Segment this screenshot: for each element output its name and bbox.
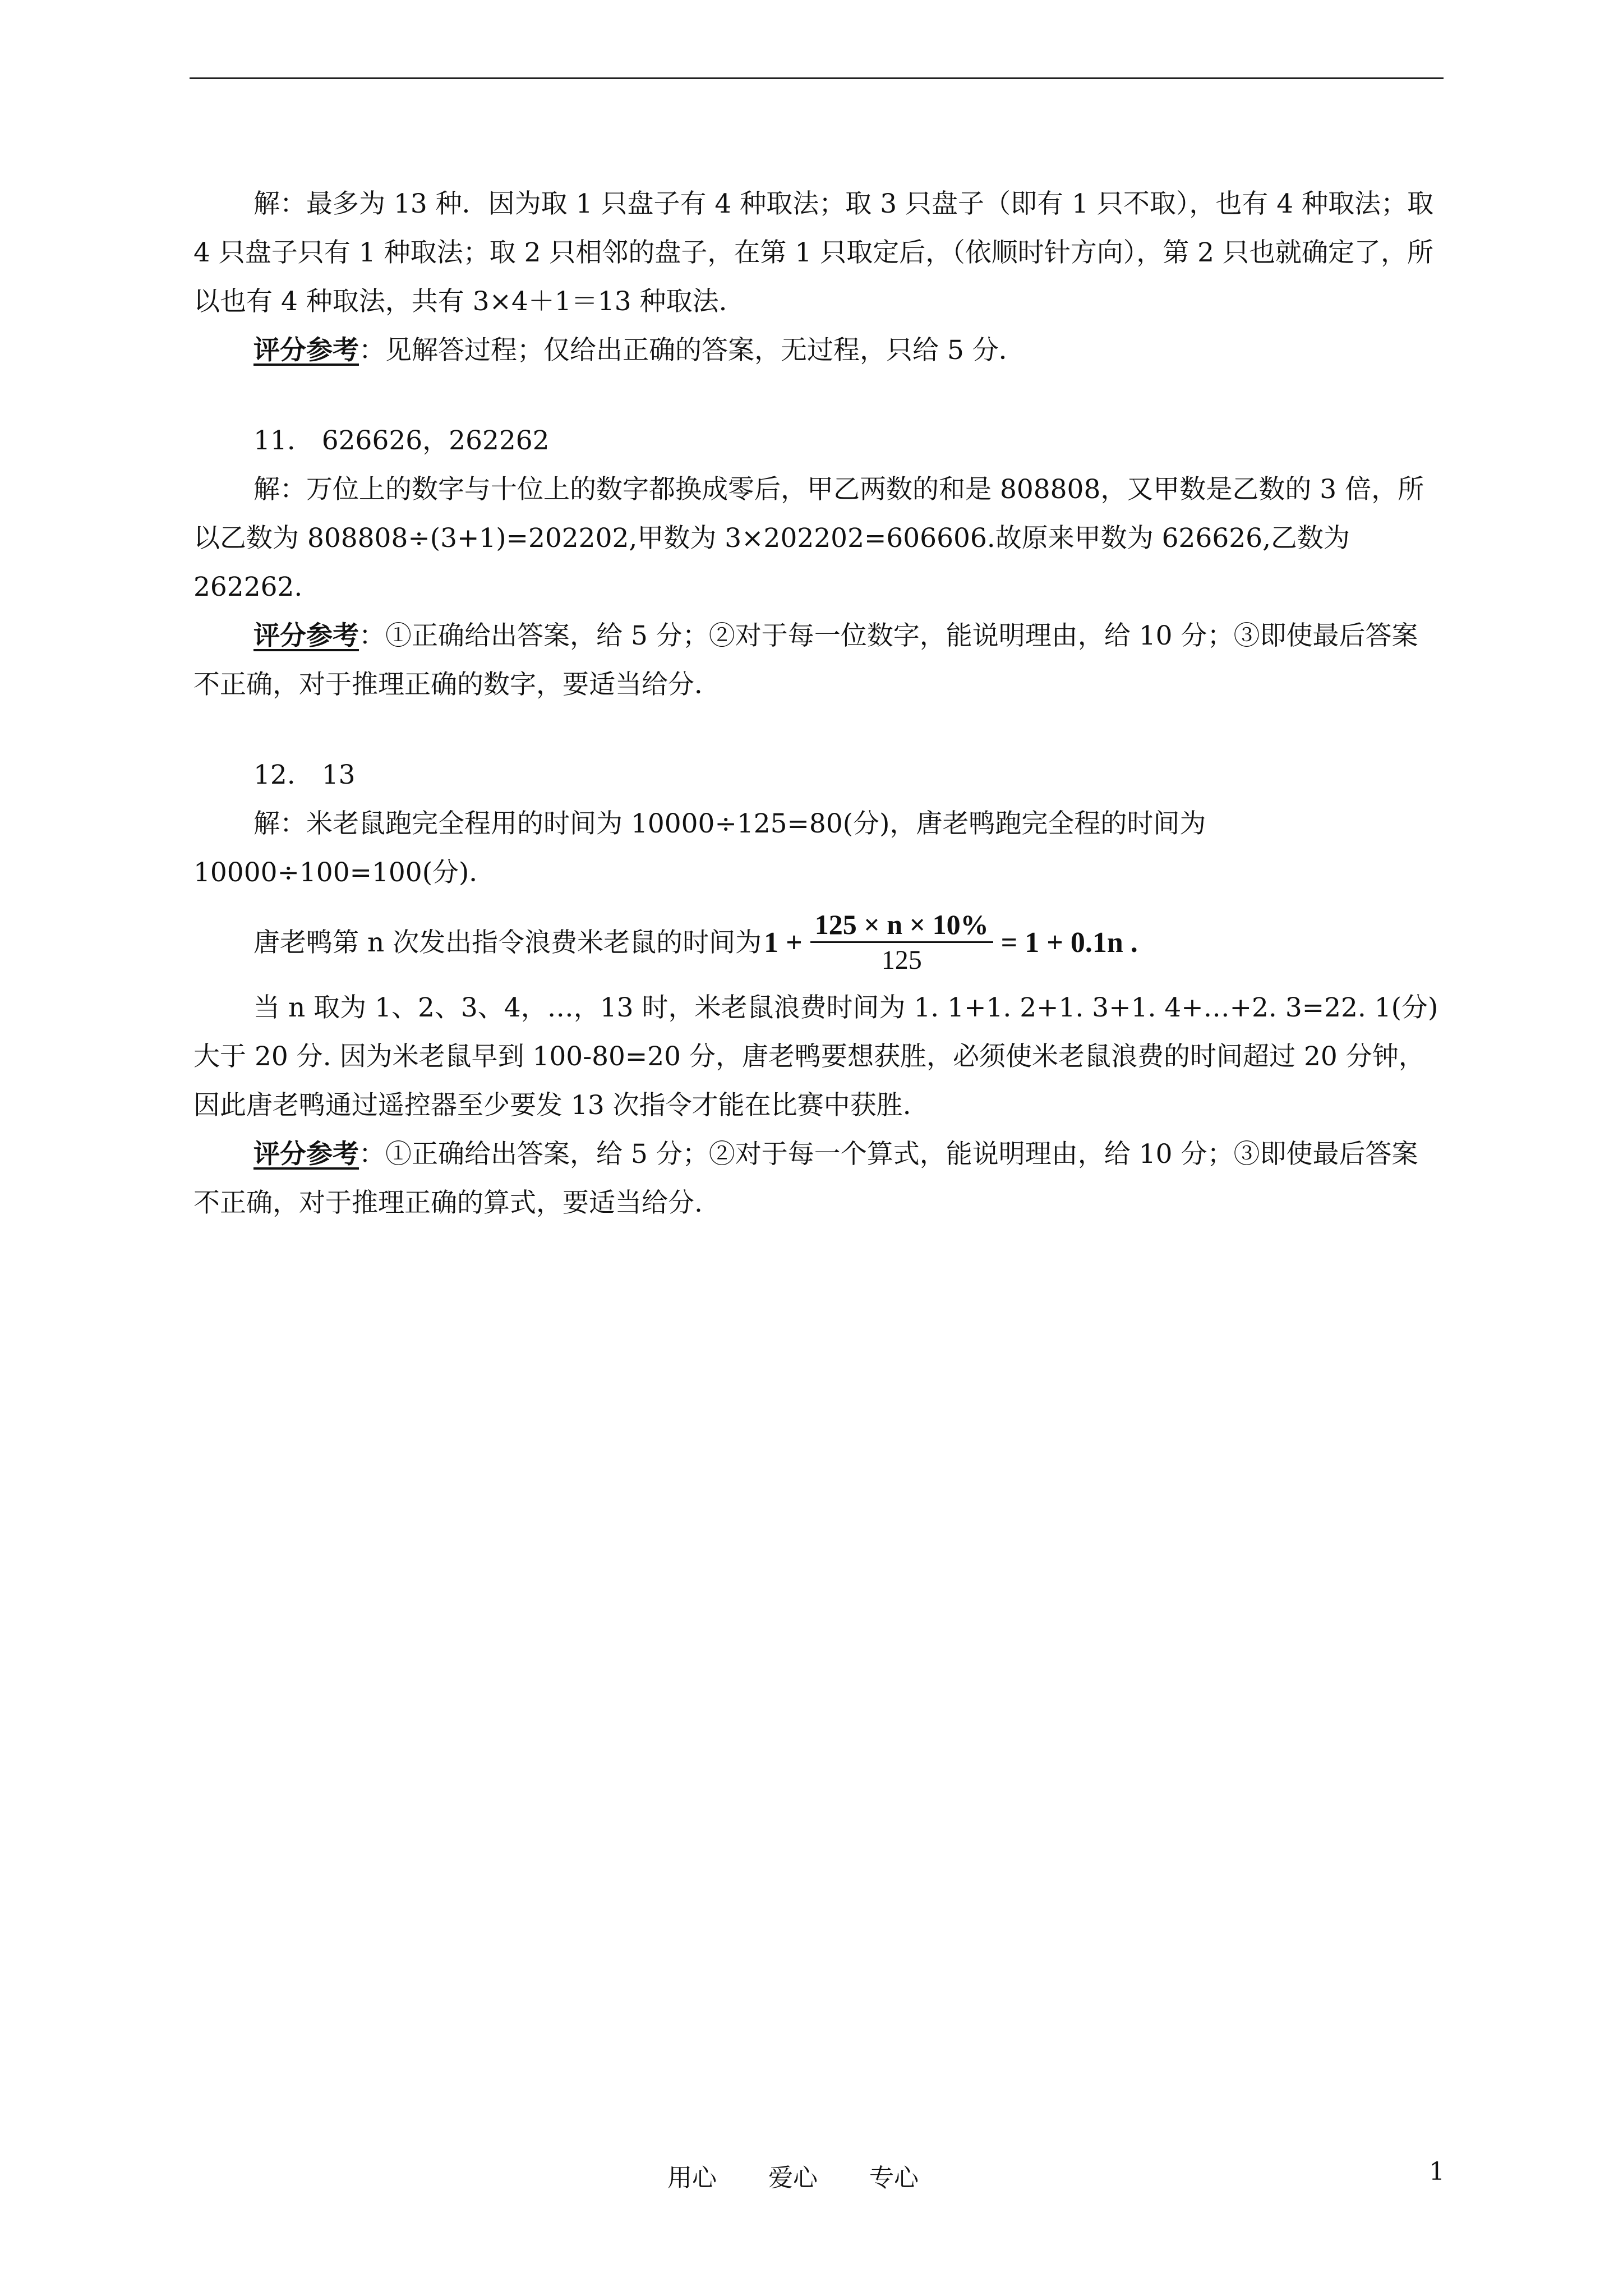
solution-10-text: 解：最多为 13 种．因为取 1 只盘子有 4 种取法；取 3 只盘子（即有 1 只不取），也有 4 种取法；取 4 只盘子只有 1 种取法；取 2 只相邻的盘子，在第 1 只取定后，（依顺时针方向），第 2 只也就确定了，所以也有 4 种取法，共有 3×4＋1＝13 种取法. [193, 188, 1434, 317]
formula-right: = 1 + 0.1n . [1000, 926, 1138, 959]
footer-motto-1: 用心 [667, 2164, 717, 2192]
scoring-reference-11 [193, 611, 1444, 709]
footer-motto-2: 爱心 [768, 2164, 818, 2192]
formula-line [193, 901, 1444, 983]
answer-12: 12. 13 [253, 760, 356, 790]
time-formula [764, 908, 1138, 978]
formula-lead-text: 唐老鸭第 n 次发出指令浪费米老鼠的时间为 [253, 927, 762, 958]
scoring-text: ：①正确给出答案，给 5 分；②对于每一个算式，能说明理由，给 10 分；③即使最后答案不正确，对于推理正确的算式，要适当给分. [193, 1139, 1418, 1218]
scoring-reference-12 [193, 1130, 1444, 1227]
solution-12-continued: 当 n 取为 1、2、3、4，…，13 时，米老鼠浪费时间为 1. 1+1. 2+1. 3+1. 4+…+2. 3=22. 1(分)大于 20 分. 因为米老鼠早到 100-80=20 分，唐老鸭要想获胜，必须使米老鼠浪费的时间超过 20 分钟，因此唐老鸭通过遥控器至少要发 13 次指令才能在比赛中获胜. [193, 992, 1438, 1121]
formula-numerator: 125 × n × 10% [814, 908, 989, 940]
page-number: 1 [1429, 2157, 1445, 2186]
scoring-label: 评分参考 [253, 620, 359, 651]
answer-11: 11. 626626，262262 [253, 425, 550, 456]
scoring-label: 评分参考 [253, 1139, 359, 1170]
scoring-label: 评分参考 [253, 335, 359, 366]
solution-12-text: 解：米老鼠跑完全程用的时间为 10000÷125=80(分)，唐老鸭跑完全程的时间为 10000÷100=100(分)． [193, 808, 1206, 888]
scoring-text: ：见解答过程；仅给出正确的答案，无过程，只给 5 分． [359, 335, 1025, 366]
formula-denominator: 125 [881, 945, 922, 975]
header-rule [190, 77, 1444, 79]
scoring-reference-10 [193, 326, 1444, 375]
formula-left: 1 + [764, 926, 803, 959]
page-footer [0, 2157, 1623, 2191]
solution-11-text: 解：万位上的数字与十位上的数字都换成零后，甲乙两数的和是 808808，又甲数是乙数的 3 倍，所以乙数为 808808÷(3+1)=202202,甲数为 3×202202=606606.故原来甲数为 626626,乙数为 262262. [193, 474, 1424, 602]
scoring-text: ：①正确给出答案，给 5 分；②对于每一位数字，能说明理由，给 10 分；③即使最后答案不正确，对于推理正确的数字，要适当给分． [193, 620, 1418, 700]
formula-fraction [810, 908, 993, 978]
footer-motto-3: 专心 [869, 2164, 919, 2192]
document-body [193, 180, 1444, 1227]
